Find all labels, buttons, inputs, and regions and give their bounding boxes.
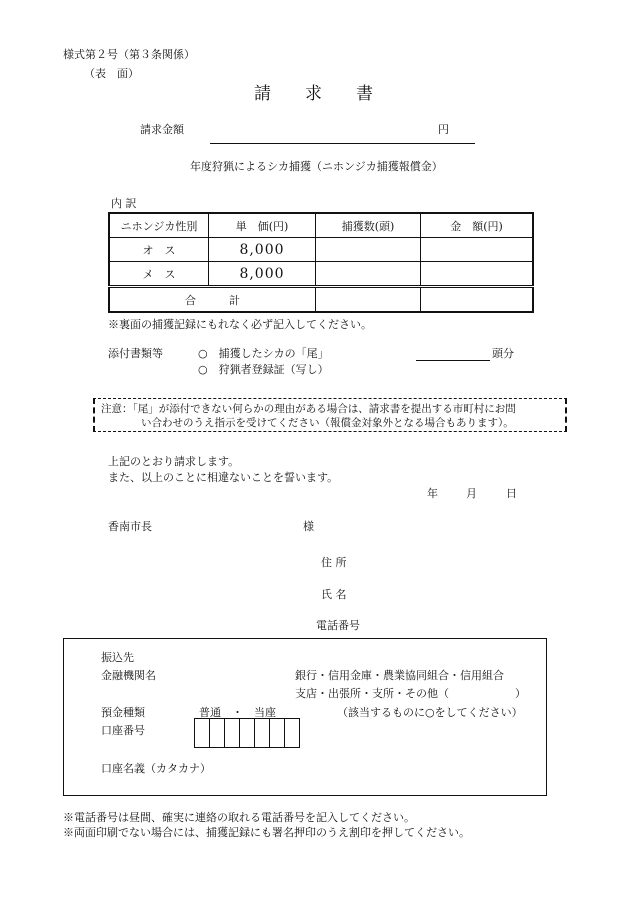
addressee-name: 香南市長 [108,520,152,533]
account-number-label: 口座番号 [101,724,145,737]
institution-label: 金融機関名 [101,669,156,682]
account-type-hint: （該当するものに○をしてください） [337,706,523,719]
amount-label: 請求金額 [140,123,184,136]
col-unit-price: 単 価(円) [209,213,316,238]
col-sex: ニホンジカ性別 [109,213,209,238]
account-number-boxes[interactable] [194,718,300,748]
notice-line-1: 注意：「尾」が添付できない何らかの理由がある場合は、請求書を提出する市町村にお問 [101,403,516,415]
account-type-label: 預金種類 [101,706,145,719]
row-sex: オ ス [109,238,209,262]
bank-transfer-box [63,638,547,796]
table-row [109,262,533,287]
attachments-label: 添付書類等 [108,347,163,360]
digit-box[interactable] [270,719,285,747]
digit-box[interactable] [195,719,210,747]
row-amount-input[interactable] [421,262,534,287]
declaration-line-1: 上記のとおり請求します。 [108,455,240,468]
table-row [109,238,533,262]
row-unit-price: 8,000 [209,262,316,287]
purpose-text: 年度狩猟によるシカ捕獲（ニホンジカ捕獲報償金） [190,160,443,173]
notice-box [93,398,567,432]
digit-box[interactable] [240,719,255,747]
date-day: 日 [506,487,517,500]
total-label: 合 計 [109,287,316,313]
row-count-input[interactable] [316,238,421,262]
account-type-options[interactable]: 普通 ・ 当座 [199,706,276,719]
total-amount-input[interactable] [421,287,534,313]
breakdown-note: ※裏面の捕獲記録にもれなく必ず記入してください。 [108,318,372,331]
currency-label: 円 [438,123,449,136]
col-count: 捕獲数(頭) [316,213,421,238]
addressee-honorific: 様 [303,520,314,533]
digit-box[interactable] [210,719,225,747]
row-unit-price: 8,000 [209,238,316,262]
footnote-1: ※電話番号は昼間、確実に連絡の取れる電話番号を記入してください。 [63,811,415,824]
row-count-input[interactable] [316,262,421,287]
declaration-line-2: また、以上のことに相違ないことを誓います。 [108,471,339,484]
branch-types[interactable]: 支店・出張所・支所・その他（ ） [295,687,526,700]
page-title: 請 求 書 [254,84,373,104]
attachment-tail: ○ 捕獲したシカの「尾」 [198,347,329,360]
total-count-input[interactable] [316,287,421,313]
name-label: 氏 名 [321,588,347,601]
col-amount: 金 額(円) [421,213,534,238]
table-total-row [109,287,533,313]
notice-line-2: い合わせのうえ指示を受けてください（報償金対象外となる場合もあります）。 [141,417,514,429]
address-label: 住 所 [321,556,347,569]
digit-box[interactable] [285,719,299,747]
breakdown-table [108,212,534,313]
digit-box[interactable] [255,719,270,747]
account-holder-label: 口座名義（カタカナ） [101,762,211,775]
tail-count-field[interactable] [416,360,490,361]
attachment-license: ○ 狩猟者登録証（写し） [198,363,329,376]
date-year: 年 [427,487,438,500]
institution-types[interactable]: 銀行・信用金庫・農業協同組合・信用組合 [295,669,504,682]
breakdown-heading: 内 訳 [111,197,137,210]
date-month: 月 [466,487,477,500]
amount-field[interactable] [210,143,475,144]
footnote-2: ※両面印刷でない場合には、捕獲記録にも署名押印のうえ割印を押してください。 [63,826,470,839]
bank-heading: 振込先 [101,651,134,664]
row-amount-input[interactable] [421,238,534,262]
phone-label: 電話番号 [316,619,360,632]
tail-count-unit: 頭分 [492,347,514,360]
form-number: 様式第２号（第３条関係） [63,48,195,61]
row-sex: メ ス [109,262,209,287]
digit-box[interactable] [225,719,240,747]
table-header-row [109,213,533,238]
side-label: （表 面） [84,67,139,80]
